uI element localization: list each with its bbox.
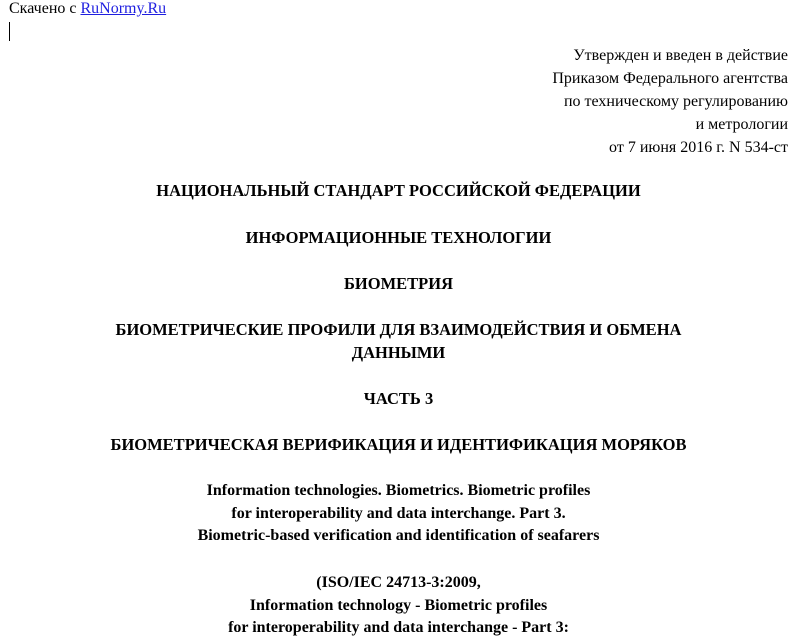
english-title-line: Biometric-based verification and identification of seafarers: [197, 527, 600, 544]
approval-line: и метрологии: [695, 116, 788, 133]
approval-line: Приказом Федерального агентства: [552, 70, 788, 87]
approval-line: Утвержден и введен в действие: [573, 47, 788, 64]
iso-reference-line: Information technology - Biometric profiles: [249, 596, 548, 614]
approval-line: от 7 июня 2016 г. N 534-ст: [609, 139, 788, 156]
english-title: [0, 480, 790, 548]
iso-reference-line: for interoperability and data interchange - Part 3:: [228, 619, 569, 636]
approval-block: [552, 44, 788, 159]
approval-line: по техническому регулированию: [563, 93, 788, 110]
part-heading: ЧАСТЬ 3: [363, 389, 434, 408]
title-heading-line1: БИОМЕТРИЧЕСКИЕ ПРОФИЛИ ДЛЯ ВЗАИМОДЕЙСТВИЯ И ОБМЕНА: [115, 320, 682, 339]
subject-heading: БИОМЕТРИЯ: [344, 274, 453, 293]
source-prefix: Скачено с: [9, 0, 81, 17]
english-title-line: for interoperability and data interchange. Part 3.: [231, 504, 566, 522]
title-heading-line2: ДАННЫМИ: [351, 343, 446, 362]
english-title-line: Information technologies. Biometrics. Biometric profiles: [206, 482, 591, 499]
source-link[interactable]: RuNormy.Ru: [80, 0, 167, 17]
part-title-heading: БИОМЕТРИЧЕСКАЯ ВЕРИФИКАЦИЯ И ИДЕНТИФИКАЦИЯ МОРЯКОВ: [110, 435, 687, 454]
iso-reference-line: (ISO/IEC 24713-3:2009,: [316, 574, 481, 591]
standard-type-heading: НАЦИОНАЛЬНЫЙ СТАНДАРТ РОССИЙСКОЙ ФЕДЕРАЦИИ: [156, 181, 641, 200]
source-line: [9, 0, 166, 18]
field-heading: ИНФОРМАЦИОННЫЕ ТЕХНОЛОГИИ: [245, 228, 552, 247]
iso-reference: [0, 572, 790, 640]
text-cursor: [9, 22, 10, 41]
